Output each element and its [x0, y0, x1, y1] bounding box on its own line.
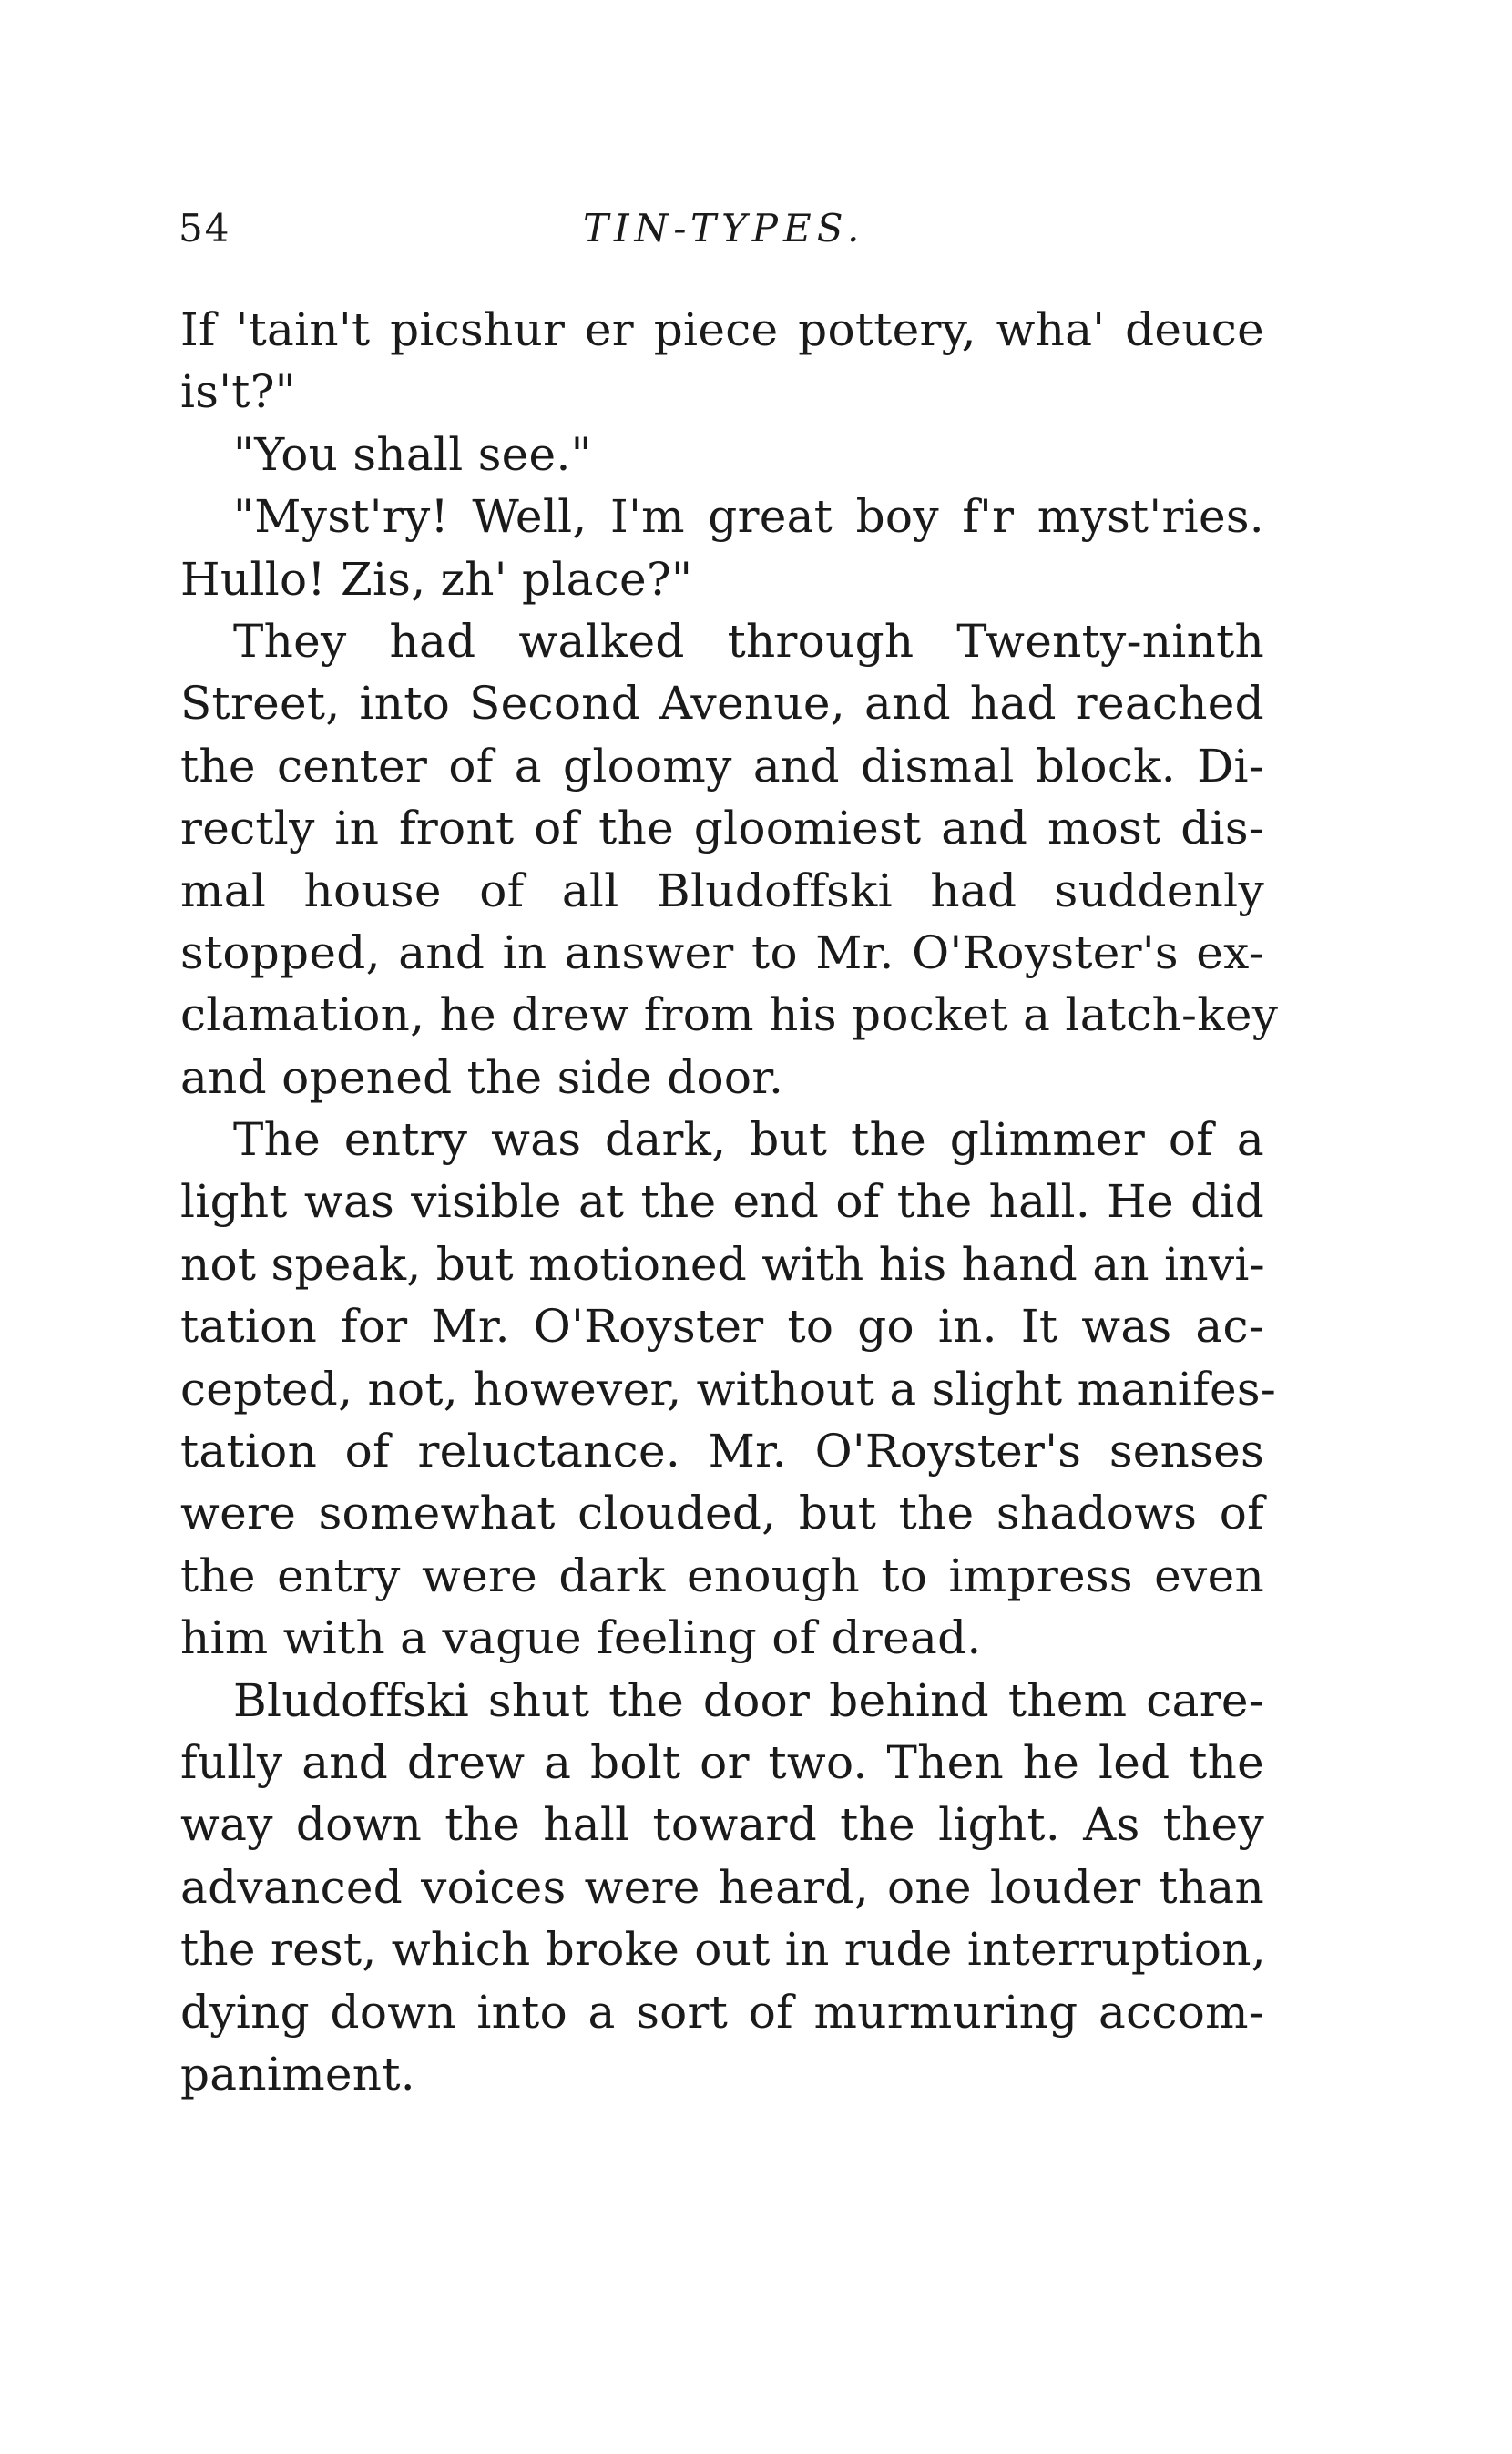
text-line: "Myst'ry! Well, I'm great boy f'r myst'ries. — [233, 490, 1264, 544]
text-line: If 'tain't picshur er piece pottery, wha' deuce — [180, 303, 1264, 356]
text-line: mal house of all Bludoffski had suddenly — [180, 864, 1264, 917]
text-line: fully and drew a bolt or two. Then he led the — [180, 1735, 1264, 1789]
text-line: Street, into Second Avenue, and had reached — [180, 677, 1264, 731]
text-line: tation for Mr. O'Royster to go in. It was ac- — [180, 1300, 1264, 1354]
text-line: is't?" — [180, 365, 297, 419]
text-line: and opened the side door. — [180, 1050, 784, 1104]
text-line: Bludoffski shut the door behind them care- — [233, 1673, 1264, 1727]
text-line: They had walked through Twenty-ninth — [233, 614, 1264, 668]
text-line: the center of a gloomy and dismal block. Di- — [180, 739, 1264, 792]
text-line: not speak, but motioned with his hand an invi- — [180, 1237, 1265, 1291]
text-line: stopped, and in answer to Mr. O'Royster's ex- — [180, 925, 1264, 979]
text-line: paniment. — [180, 2047, 415, 2101]
text-line: the entry were dark enough to impress even — [180, 1549, 1264, 1602]
text-line: tation of reluctance. Mr. O'Royster's senses — [180, 1425, 1264, 1478]
text-line: dying down into a sort of murmuring accom- — [180, 1985, 1264, 2039]
text-line: rectly in front of the gloomiest and most dis- — [180, 802, 1264, 855]
text-line: Hullo! Zis, zh' place?" — [180, 552, 693, 606]
text-line: way down the hall toward the light. As they — [180, 1798, 1264, 1852]
text-line: advanced voices were heard, one louder than — [180, 1860, 1264, 1914]
text-line: him with a vague feeling of dread. — [180, 1611, 982, 1665]
text-line: "You shall see." — [233, 427, 592, 481]
text-line: cepted, not, however, without a slight manifes- — [180, 1362, 1277, 1416]
text-line: clamation, he drew from his pocket a latch-key — [180, 988, 1279, 1042]
text-line: were somewhat clouded, but the shadows of — [180, 1487, 1264, 1540]
text-line: The entry was dark, but the glimmer of a — [233, 1113, 1264, 1167]
text-line: light was visible at the end of the hall. He did — [180, 1175, 1264, 1229]
body-text — [180, 299, 1279, 2105]
running-head: TIN-TYPES. — [583, 206, 865, 251]
text-line: the rest, which broke out in rude interruption, — [180, 1923, 1266, 1977]
page-number: 54 — [179, 206, 231, 251]
